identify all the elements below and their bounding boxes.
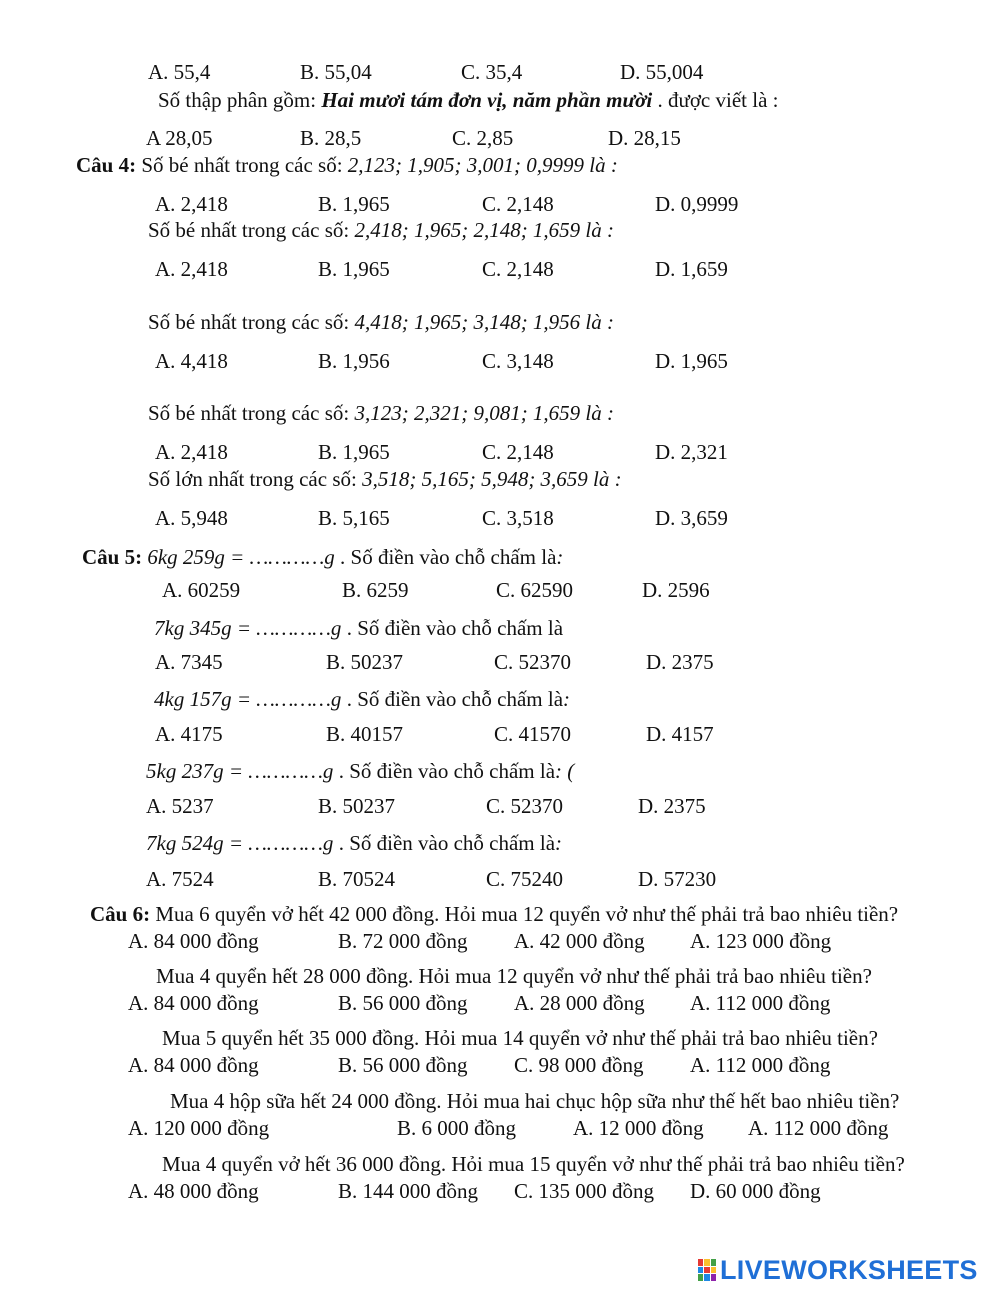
option-a[interactable]: A. 2,418: [155, 192, 228, 216]
option-b[interactable]: B. 56 000 đồng: [338, 1053, 468, 1077]
question-text: Số bé nhất trong các số: 3,123; 2,321; 9,081; 1,659 là :: [148, 401, 615, 425]
option-a[interactable]: A. 7345: [155, 650, 223, 674]
option-b[interactable]: B. 28,5: [300, 126, 362, 150]
question-text: Số lớn nhất trong các số: 3,518; 5,165; 5,948; 3,659 là :: [148, 467, 622, 491]
option-b[interactable]: B. 1,965: [318, 257, 390, 281]
option-c[interactable]: C. 2,85: [452, 126, 514, 150]
option-c[interactable]: A. 12 000 đồng: [573, 1116, 704, 1140]
option-b[interactable]: B. 70524: [318, 867, 396, 891]
option-d[interactable]: A. 112 000 đồng: [690, 991, 831, 1015]
option-d[interactable]: D. 2375: [646, 650, 714, 674]
option-d[interactable]: D. 55,004: [620, 60, 704, 84]
option-b[interactable]: B. 55,04: [300, 60, 372, 84]
question-text: Mua 4 quyển vở hết 36 000 đồng. Hỏi mua 15 quyển vở như thế phải trả bao nhiêu tiền?: [162, 1152, 905, 1176]
option-b[interactable]: B. 72 000 đồng: [338, 929, 468, 953]
option-b[interactable]: B. 1,965: [318, 192, 390, 216]
option-d[interactable]: D. 2596: [642, 578, 710, 602]
option-c[interactable]: C. 3,148: [482, 349, 554, 373]
option-b[interactable]: B. 40157: [326, 722, 404, 746]
option-c[interactable]: C. 2,148: [482, 257, 554, 281]
option-c[interactable]: C. 3,518: [482, 506, 554, 530]
liveworksheets-logo[interactable]: [698, 1256, 978, 1284]
option-d[interactable]: D. 4157: [646, 722, 714, 746]
question-label: Câu 5:: [82, 545, 143, 569]
option-c[interactable]: C. 2,148: [482, 440, 554, 464]
option-c[interactable]: C. 135 000 đồng: [514, 1179, 655, 1203]
option-b[interactable]: B. 1,956: [318, 349, 390, 373]
question-4-text: Câu 4: Số bé nhất trong các số: 2,123; 1,905; 3,001; 0,9999 là :: [76, 153, 618, 177]
option-c[interactable]: A. 28 000 đồng: [514, 991, 645, 1015]
option-d[interactable]: D. 28,15: [608, 126, 681, 150]
question-6-text: Câu 6: Mua 6 quyển vở hết 42 000 đồng. Hỏi mua 12 quyển vở như thế phải trả bao nhiêu tiền?: [90, 902, 899, 926]
option-a[interactable]: A. 84 000 đồng: [128, 1053, 259, 1077]
option-b[interactable]: B. 50237: [326, 650, 404, 674]
option-d[interactable]: D. 2,321: [655, 440, 728, 464]
option-b[interactable]: B. 6 000 đồng: [397, 1116, 517, 1140]
option-b[interactable]: B. 56 000 đồng: [338, 991, 468, 1015]
option-b[interactable]: B. 1,965: [318, 440, 390, 464]
question-text: 5kg 237g = …………g . Số điền vào chỗ chấm là: (: [146, 759, 575, 783]
question-text: Số thập phân gồm: Hai mươi tám đơn vị, năm phần mười . được viết là :: [158, 88, 779, 112]
question-label: Câu 6:: [90, 902, 151, 926]
option-c[interactable]: C. 98 000 đồng: [514, 1053, 644, 1077]
question-text: 4kg 157g = …………g . Số điền vào chỗ chấm là:: [154, 687, 571, 711]
question-text: 7kg 524g = …………g . Số điền vào chỗ chấm là:: [146, 831, 563, 855]
option-c[interactable]: C. 52370: [486, 794, 564, 818]
option-d[interactable]: A. 112 000 đồng: [690, 1053, 831, 1077]
question-text: 7kg 345g = …………g . Số điền vào chỗ chấm là: [154, 616, 564, 640]
option-a[interactable]: A. 48 000 đồng: [128, 1179, 259, 1203]
option-c[interactable]: A. 42 000 đồng: [514, 929, 645, 953]
option-d[interactable]: D. 2375: [638, 794, 706, 818]
option-a[interactable]: A. 7524: [146, 867, 214, 891]
option-d[interactable]: D. 60 000 đồng: [690, 1179, 821, 1203]
logo-grid-icon: [698, 1259, 716, 1281]
option-d[interactable]: A. 112 000 đồng: [748, 1116, 889, 1140]
option-c[interactable]: C. 41570: [494, 722, 572, 746]
option-a[interactable]: A. 4175: [155, 722, 223, 746]
question-label: Câu 4:: [76, 153, 137, 177]
option-c[interactable]: C. 35,4: [461, 60, 523, 84]
question-text: Số bé nhất trong các số: 4,418; 1,965; 3,148; 1,956 là :: [148, 310, 615, 334]
option-a[interactable]: A. 4,418: [155, 349, 228, 373]
option-a[interactable]: A. 55,4: [148, 60, 211, 84]
option-a[interactable]: A. 60259: [162, 578, 241, 602]
option-c[interactable]: C. 75240: [486, 867, 564, 891]
option-d[interactable]: D. 1,659: [655, 257, 728, 281]
option-a[interactable]: A. 2,418: [155, 257, 228, 281]
question-text: Số bé nhất trong các số: 2,418; 1,965; 2,148; 1,659 là :: [148, 218, 615, 242]
question-5-text: Câu 5: 6kg 259g = …………g . Số điền vào chỗ chấm là:: [82, 545, 564, 569]
option-c[interactable]: C. 2,148: [482, 192, 554, 216]
option-a[interactable]: A. 84 000 đồng: [128, 991, 259, 1015]
option-c[interactable]: C. 52370: [494, 650, 572, 674]
option-d[interactable]: D. 3,659: [655, 506, 728, 530]
option-b[interactable]: B. 6259: [342, 578, 409, 602]
option-a[interactable]: A. 5,948: [155, 506, 228, 530]
option-d[interactable]: A. 123 000 đồng: [690, 929, 832, 953]
option-a[interactable]: A. 2,418: [155, 440, 228, 464]
logo-text: LIVEWORKSHEETS: [720, 1254, 978, 1285]
option-a[interactable]: A. 120 000 đồng: [128, 1116, 270, 1140]
option-d[interactable]: D. 57230: [638, 867, 717, 891]
option-a[interactable]: A. 5237: [146, 794, 214, 818]
question-text: Mua 4 hộp sữa hết 24 000 đồng. Hỏi mua hai chục hộp sữa như thế hết bao nhiêu tiền?: [170, 1089, 900, 1113]
option-b[interactable]: B. 5,165: [318, 506, 390, 530]
option-a[interactable]: A. 84 000 đồng: [128, 929, 259, 953]
option-c[interactable]: C. 62590: [496, 578, 574, 602]
option-b[interactable]: B. 50237: [318, 794, 396, 818]
question-text: Mua 4 quyển hết 28 000 đồng. Hỏi mua 12 quyển vở như thế phải trả bao nhiêu tiền?: [156, 964, 872, 988]
question-text: Mua 5 quyển hết 35 000 đồng. Hỏi mua 14 quyển vở như thế phải trả bao nhiêu tiền?: [162, 1026, 878, 1050]
option-a[interactable]: A 28,05: [146, 126, 213, 150]
option-b[interactable]: B. 144 000 đồng: [338, 1179, 479, 1203]
option-d[interactable]: D. 0,9999: [655, 192, 739, 216]
option-d[interactable]: D. 1,965: [655, 349, 728, 373]
